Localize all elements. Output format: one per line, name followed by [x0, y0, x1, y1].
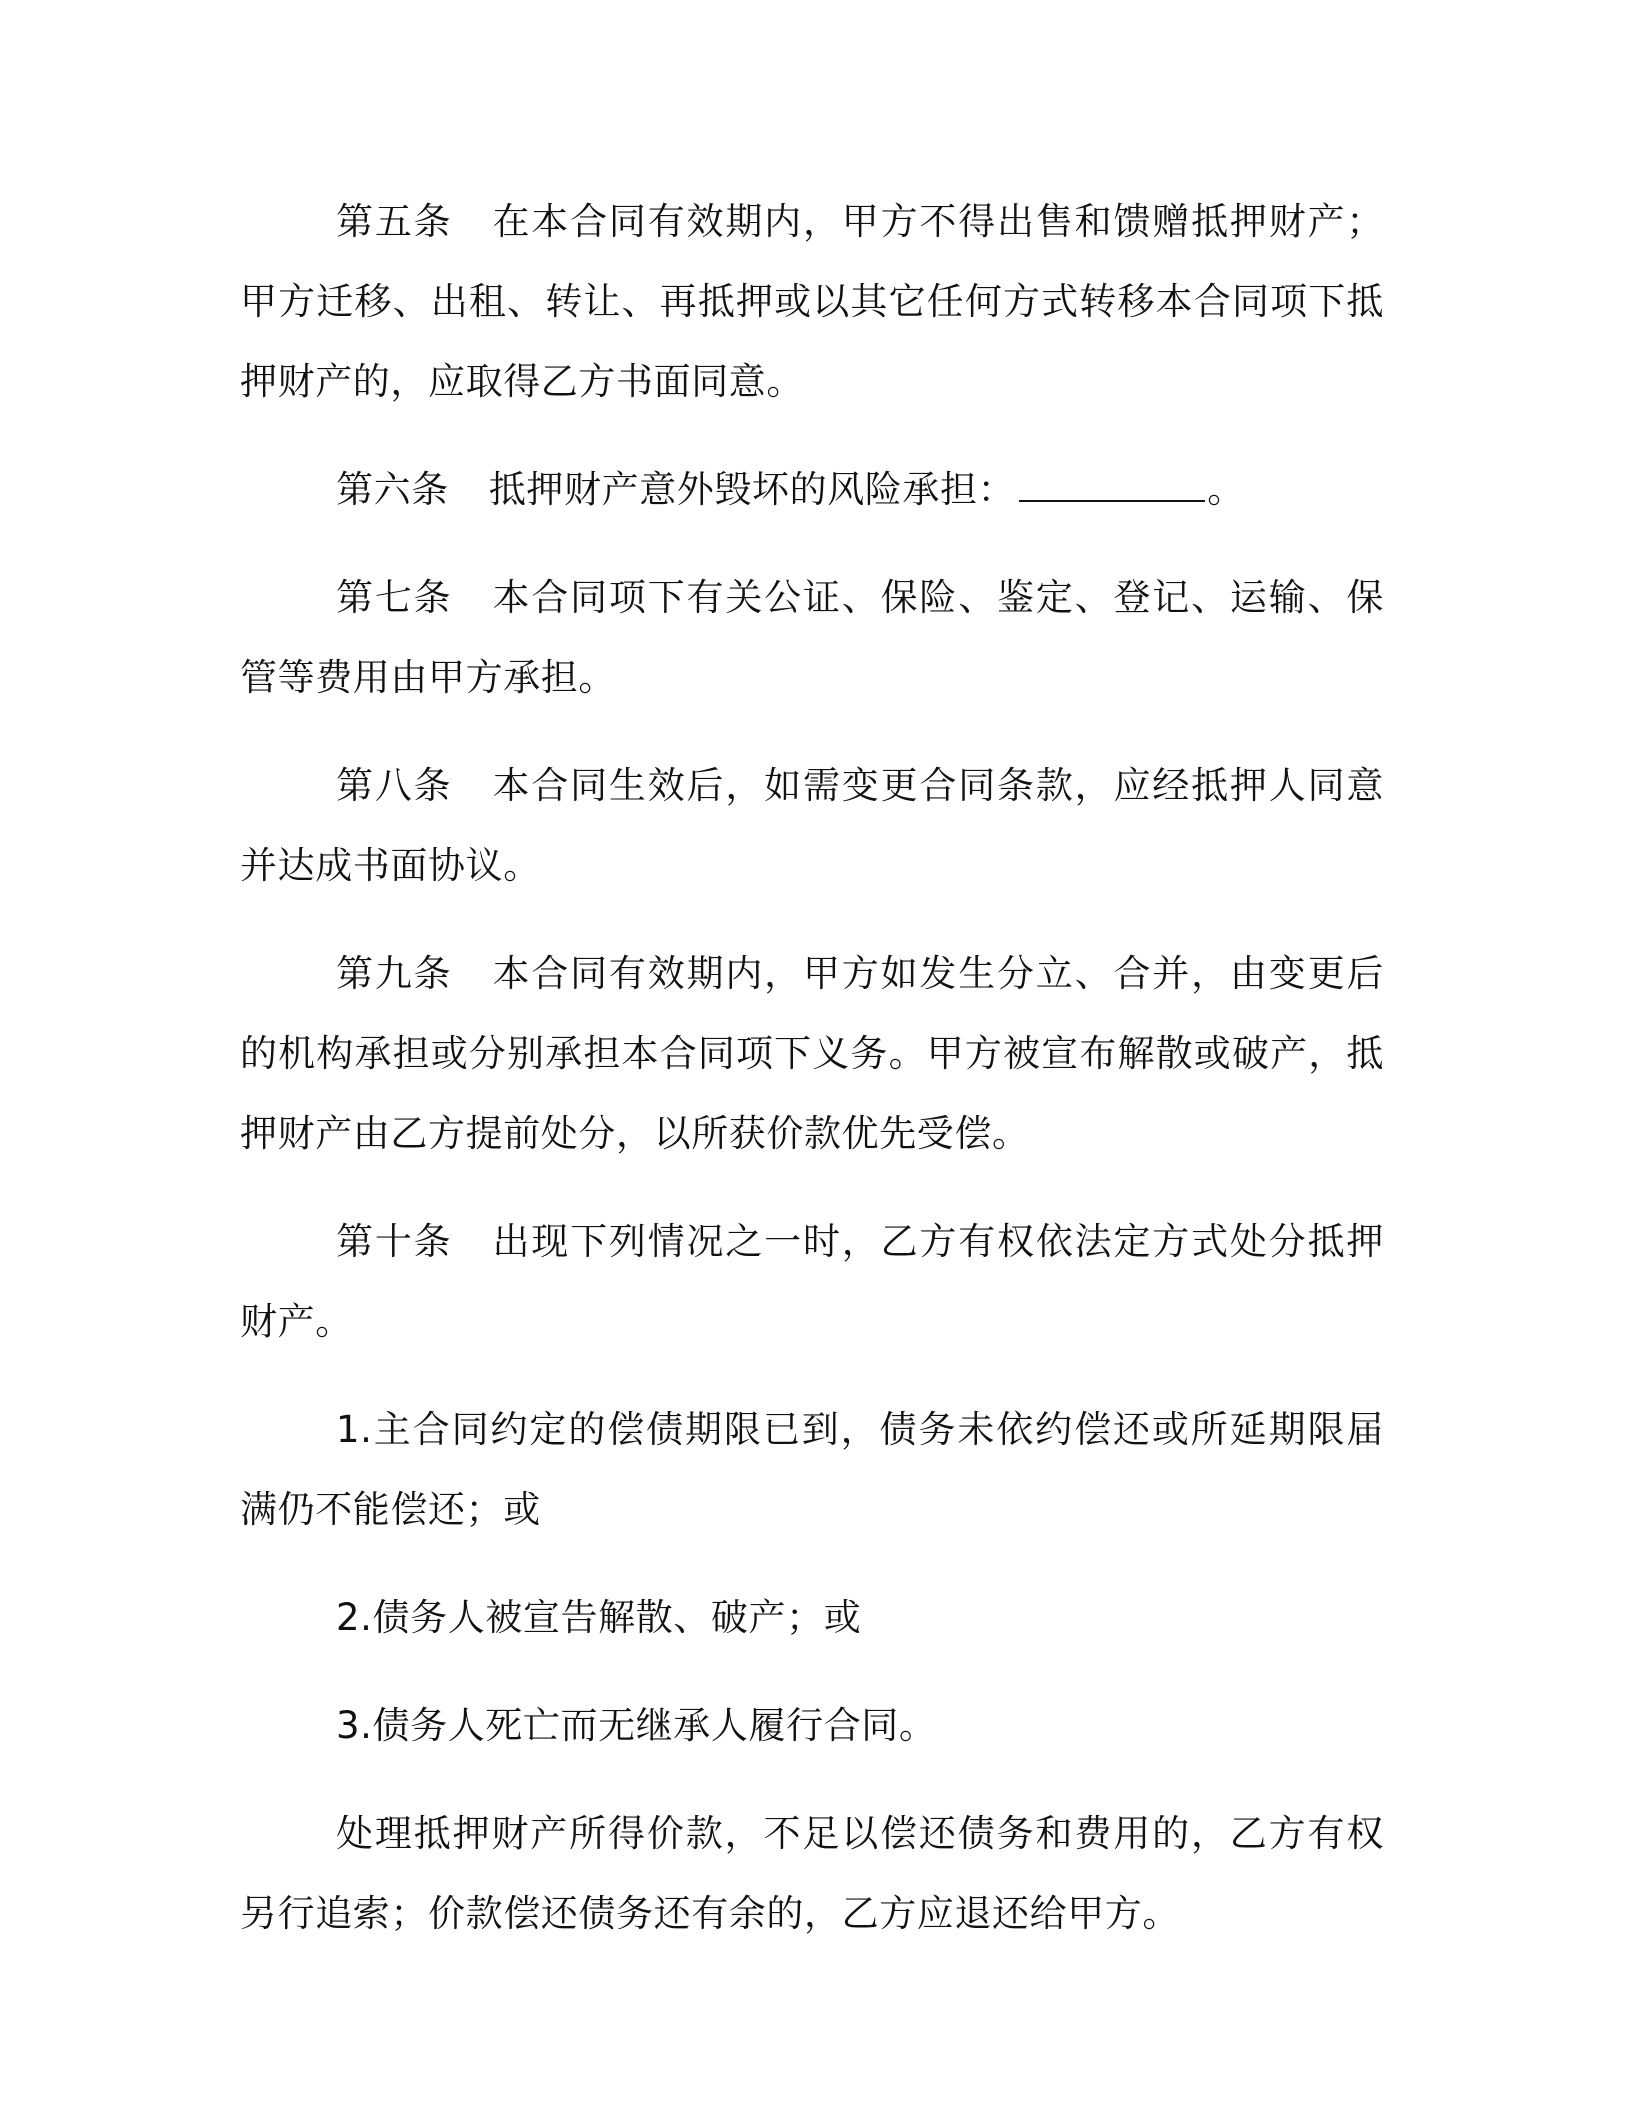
article-9 — [240, 934, 1384, 1174]
article-10-label: 第十条 — [336, 1220, 453, 1263]
list-item-2: 2.债务人被宣告解散、破产；或 — [336, 1596, 862, 1639]
list-item-1: 1.主合同约定的偿债期限已到，债务未依约偿还或所延期限届满仍不能偿还；或 — [240, 1408, 1384, 1531]
document-body — [240, 182, 1384, 1982]
article-5 — [240, 182, 1384, 422]
article-7 — [240, 558, 1384, 718]
article-5-text: 在本合同有效期内，甲方不得出售和馈赠抵押财产；甲方迁移、出租、转让、再抵押或以其它任何方式转移本合同项下抵押财产的，应取得乙方书面同意。 — [240, 200, 1384, 403]
article-8-label: 第八条 — [336, 764, 453, 807]
article-6-text: 抵押财产意外毁坏的风险承担： — [488, 468, 1016, 511]
article-8 — [240, 746, 1384, 906]
article-8-text: 本合同生效后，如需变更合同条款，应经抵押人同意并达成书面协议。 — [240, 764, 1384, 887]
article-6-label: 第六条 — [336, 468, 449, 511]
article-10 — [240, 1202, 1384, 1362]
article-9-text: 本合同有效期内，甲方如发生分立、合并，由变更后的机构承担或分别承担本合同项下义务。甲方被宣布解散或破产，抵押财产由乙方提前处分，以所获价款优先受偿。 — [240, 952, 1384, 1155]
article-7-text: 本合同项下有关公证、保险、鉴定、登记、运输、保管等费用由甲方承担。 — [240, 576, 1384, 699]
article-10-text: 出现下列情况之一时，乙方有权依法定方式处分抵押财产。 — [240, 1220, 1384, 1343]
article-6 — [240, 450, 1384, 530]
article-6-blank-line — [1019, 460, 1205, 502]
article-7-label: 第七条 — [336, 576, 453, 619]
article-6-tail: 。 — [1207, 468, 1245, 511]
list-item-3: 3.债务人死亡而无继承人履行合同。 — [336, 1704, 937, 1747]
article-9-label: 第九条 — [336, 952, 453, 995]
article-5-label: 第五条 — [336, 200, 453, 243]
closing-paragraph: 处理抵押财产所得价款，不足以偿还债务和费用的，乙方有权另行追索；价款偿还债务还有余的，乙方应退还给甲方。 — [240, 1812, 1384, 1935]
